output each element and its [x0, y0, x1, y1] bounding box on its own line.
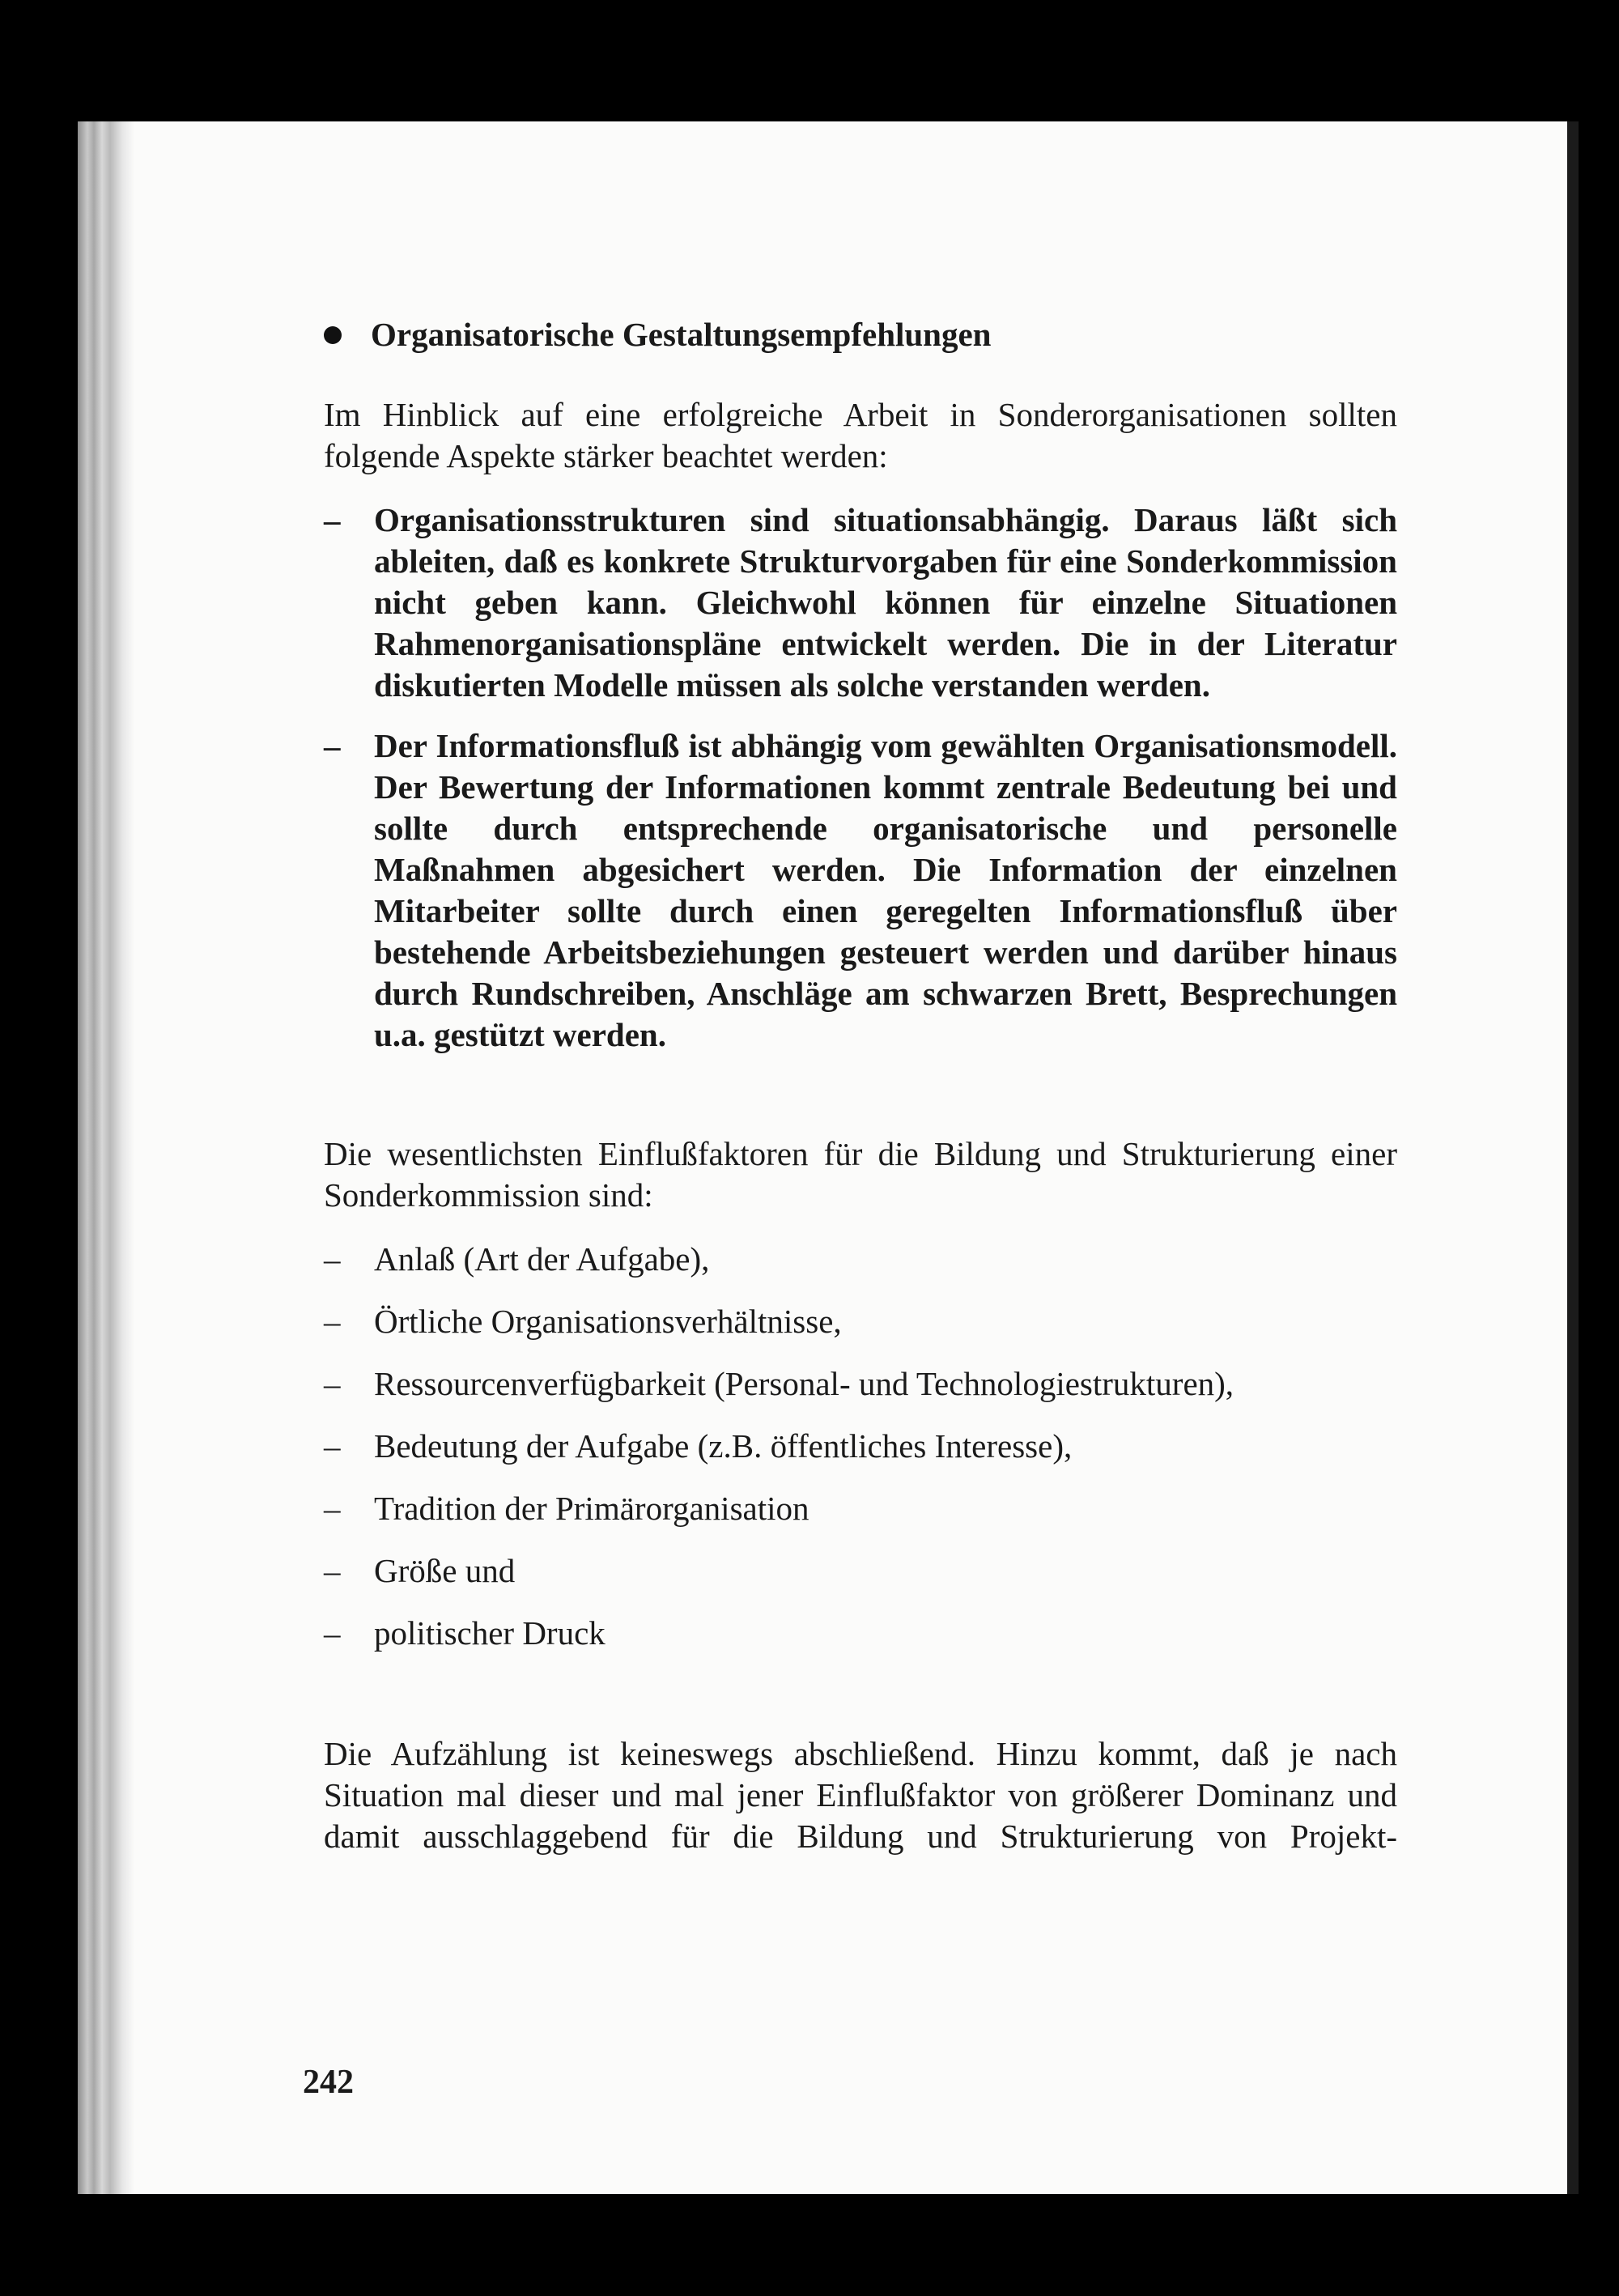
factors-list: [324, 1239, 1397, 1654]
page-number: 242: [303, 2064, 354, 2101]
recommendation-text: Organisationsstrukturen sind situationsabhängig. Daraus läßt sich ableiten, daß es konkrete Strukturvorgaben für eine Sonderkommission nicht geben kann. Gleichwohl können für einzelne Situationen Rahmenorganisationspläne entwickelt werden. Die in der Literatur diskutierten Modelle müssen als solche verstanden werden.: [374, 501, 1397, 704]
page-content: [324, 314, 1397, 1880]
factor-text: Größe und: [374, 1552, 516, 1589]
dash-marker: –: [324, 1490, 341, 1527]
dash-marker: –: [324, 1303, 341, 1340]
dash-marker: –: [324, 727, 341, 764]
factors-intro-paragraph: Die wesentlichsten Einflußfaktoren für die Bildung und Strukturierung einer Sonderkommission sind:: [324, 1135, 1397, 1214]
bullet-icon: [324, 326, 342, 344]
section-heading: [324, 314, 1397, 355]
list-item: [324, 1613, 1397, 1654]
list-item: [324, 1301, 1397, 1342]
factor-text: Ressourcenverfügbarkeit (Personal- und Technologiestrukturen),: [374, 1365, 1234, 1402]
factor-text: Tradition der Primärorganisation: [374, 1490, 810, 1527]
dash-marker: –: [324, 1427, 341, 1465]
factor-text: Anlaß (Art der Aufgabe),: [374, 1240, 710, 1278]
dash-marker: –: [324, 1552, 341, 1589]
recommendation-list: [324, 500, 1397, 1056]
list-item: [324, 1363, 1397, 1405]
list-item: [324, 1488, 1397, 1529]
list-item: [324, 1239, 1397, 1280]
dash-marker: –: [324, 1240, 341, 1278]
page-edge: [78, 121, 134, 2194]
dash-marker: –: [324, 1365, 341, 1402]
intro-paragraph: Im Hinblick auf eine erfolgreiche Arbeit in Sonderorganisationen sollten folgende Aspekte stärker beachtet werden:: [324, 396, 1397, 474]
page-shadow: [1567, 121, 1579, 2194]
factor-text: Bedeutung der Aufgabe (z.B. öffentliches Interesse),: [374, 1427, 1073, 1465]
list-item: [324, 1550, 1397, 1592]
closing-paragraph: Die Aufzählung ist keineswegs abschließend. Hinzu kommt, daß je nach Situation mal dieser und mal jener Einflußfaktor von größerer Dominanz und damit ausschlaggebend für die Bildung und Strukturierung von Projekt-: [324, 1735, 1397, 1855]
list-item: [324, 500, 1397, 706]
section-heading-text: Organisatorische Gestaltungsempfehlungen: [371, 316, 992, 353]
factor-text: Örtliche Organisationsverhältnisse,: [374, 1303, 842, 1340]
list-item: [324, 1426, 1397, 1467]
dash-marker: –: [324, 1614, 341, 1652]
dash-marker: –: [324, 501, 341, 538]
list-item: [324, 725, 1397, 1056]
recommendation-text: Der Informationsfluß ist abhängig vom gewählten Organisationsmodell. Der Bewertung der Informationen kommt zentrale Bedeutung bei und sollte durch entsprechende organisatorische und personelle Maßnahmen abgesichert werden. Die Information der einzelnen Mitarbeiter sollte durch einen geregelten Informationsfluß über bestehende Arbeitsbeziehungen gesteuert werden und darüber hinaus durch Rundschreiben, Anschläge am schwarzen Brett, Besprechungen u.a. gestützt werden.: [374, 727, 1397, 1053]
factor-text: politischer Druck: [374, 1614, 606, 1652]
